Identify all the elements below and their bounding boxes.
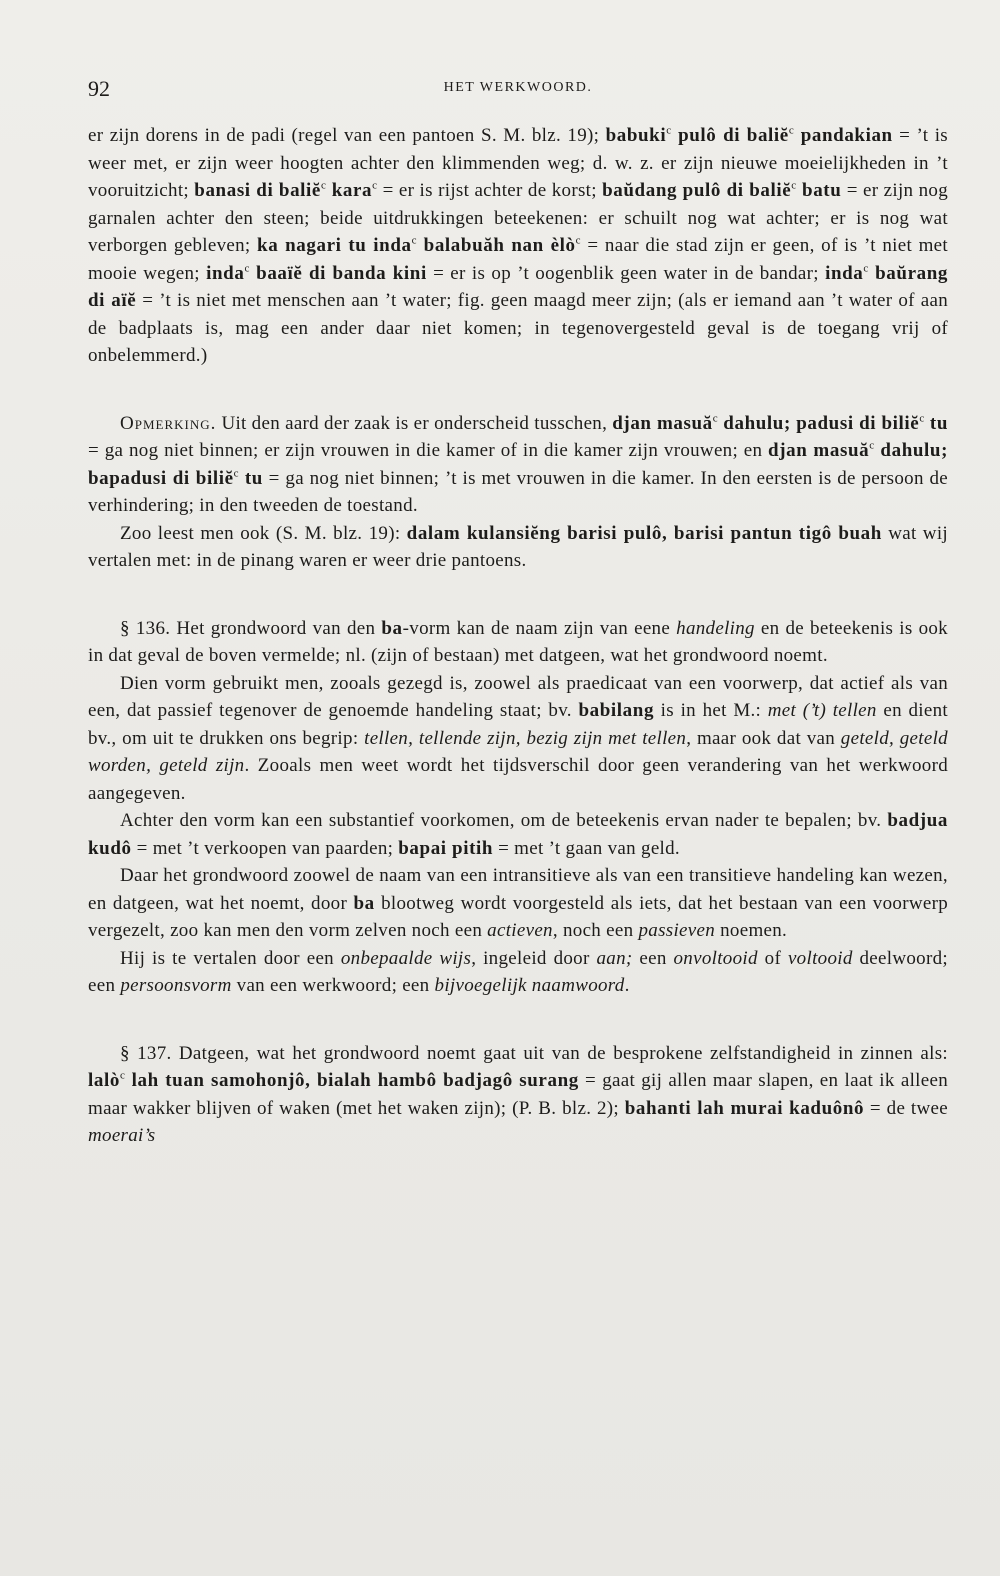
text-run: § 137. Datgeen, wat het grondwoord noemt gaat uit van de besprokene zelfstandigheid in zinnen als: [120,1042,948,1064]
superscript-mark: c [320,179,327,192]
superscript-mark: c [869,439,875,452]
malay-term: tu [238,467,263,489]
malay-term: inda [825,262,864,284]
malay-term: babuki [605,125,667,146]
text-run: , noch een [552,920,639,941]
text-run: = gaat gij allen maar slapen, en laat ik alleen maar wakker blijven of waken (met het waken zijn); (P. B. blz. 2); [88,1070,948,1119]
italic-term: geteld, geteld worden, geteld zijn [88,727,948,776]
malay-term: kara [326,180,373,201]
page-header [88,76,948,100]
malay-term: dalam kulansiĕng barisi pulô, barisi pantun tigô buah [406,522,882,544]
superscript-mark: c [575,234,581,247]
text-run: noemen. [715,920,788,941]
superscript-mark: c [411,234,417,247]
paragraph [88,670,948,808]
superscript-mark: c [919,412,925,425]
malay-term: bapai pitih [398,837,494,859]
paragraph [88,862,948,945]
italic-term: onbepaalde wijs [340,947,472,969]
malay-term: dahulu; bapadusi di biliĕ [88,440,948,489]
text-run: = de twee [864,1097,948,1119]
italic-term: persoonsvorm [120,975,232,996]
superscript-mark: c [666,124,672,137]
text-run: = er is rijst achter de korst; [377,180,603,201]
malay-term: ka nagari tu inda [257,235,412,256]
malay-term: pulô di baliĕ [671,125,789,146]
paragraph [88,807,948,862]
text-run: Hij is te vertalen door een [120,947,341,969]
text-run: , ingeleid door [471,947,597,969]
superscript-mark: c [233,467,239,480]
text-run: = ’t is weer met, er zijn weer hoogten achter den klimmenden weg; d. w. z. er zijn nieuwe moeielijkheden in ’t vooruitzicht; [88,125,948,201]
text-run: = naar die stad zijn er geen, of is ’t niet met mooie wegen; [88,235,948,284]
paragraph [88,410,948,520]
text-run: deelwoord; een [88,947,948,996]
body-text [88,122,948,1150]
malay-term: baŭrang di aïĕ [88,262,948,311]
malay-term: badjua kudô [88,810,948,859]
running-title: HET WERKWOORD. [443,80,593,95]
text-run: Daar het grondwoord zoowel de naam van een intransitieve als van een transitieve handeling kan wezen, en datgeen, wat het noemt, door [88,865,948,914]
superscript-mark: c [863,262,869,275]
text-run: Uit den aard der zaak is er onderscheid tusschen, [216,412,613,434]
malay-term: lah tuan samohonjô, bialah hambô badjagô surang [125,1070,579,1091]
text-run: Zoo leest men ook (S. M. blz. 19): [120,522,407,544]
superscript-mark: c [244,262,250,275]
italic-term: passieven [638,920,716,941]
text-run: van een werkwoord; een [231,975,435,996]
malay-term: babilang [578,700,655,721]
text-run: -vorm kan de naam zijn van eene [402,617,677,639]
paragraph [88,1040,948,1150]
malay-term: baŭdang pulô di baliĕ [602,180,792,201]
superscript-mark: c [119,1069,126,1082]
malay-term: bahanti lah murai kaduônô [624,1097,865,1119]
text-run: Dien vorm gebruikt men, zooals gezegd is, zoowel als praedicaat van een voorwerp, dat actief als van een, dat passief tegenover de genoemde handeling staat; bv. [88,672,948,721]
text-run: en de beteekenis is ook in dat geval de boven vermelde; nl. (zijn of bestaan) met datgeen, wat het grondwoord noemt. [88,617,948,666]
text-run: = ga nog niet binnen; ’t is met vrouwen in die kamer. In den eersten is de persoon de verhindering; in den tweeden de toestand. [88,467,948,516]
italic-term: bijvoegelijk naamwoord [434,975,625,996]
superscript-mark: c [372,179,378,192]
paragraph [88,945,948,1000]
text-run: Achter den vorm kan een substantief voorkomen, om de beteekenis ervan nader te bepalen; bv. [120,810,888,831]
malay-term: djan masuă [612,412,713,434]
text-run: is in het M.: [654,700,768,721]
superscript-mark: c [788,124,795,137]
malay-term: pandakian [794,125,893,146]
text-run: . Zooals men weet wordt het tijdsverschil door geen verandering van het werkwoord aangegeven. [88,755,948,804]
text-run: = met ’t gaan van geld. [493,837,680,859]
paragraph [88,615,948,670]
text-run: blootweg wordt voorgesteld als iets, dat het bestaan van een voorwerp vergezelt, zoo kan men den vorm zelven noch een [88,892,948,941]
superscript-mark: c [791,179,797,192]
text-run: of [757,947,788,969]
malay-term: banasi di baliĕ [194,180,321,201]
italic-term: tellen, tellende zijn, bezig zijn met tellen [364,727,687,749]
malay-term: balabuăh nan èlò [416,235,576,256]
italic-term: voltooid [787,947,853,969]
text-run: . [624,975,630,996]
malay-term: djan masuă [768,440,870,461]
malay-term: ba [381,617,403,639]
text-run: wat wij vertalen met: in de pinang waren er weer drie pantoens. [88,522,948,571]
text-run: een [632,947,674,969]
text-run: = met ’t verkoopen van paarden; [131,837,399,859]
italic-term: met (’t) tellen [767,700,877,721]
page-number: 92 [88,76,110,101]
text-run: en dient bv., om uit te drukken ons begrip: [88,700,948,749]
text-run: = er is op ’t oogenblik geen water in de bandar; [426,262,826,284]
text-run: § 136. Het grondwoord van den [120,617,382,639]
italic-term: handeling [676,617,755,639]
italic-term: moerai’s [88,1125,156,1146]
paragraph [88,520,948,575]
italic-term: onvoltooid [673,947,758,969]
section-label: Opmerking. [120,412,217,434]
paragraph [88,122,948,370]
malay-term: dahulu; padusi di biliĕ [717,412,920,434]
malay-term: tu [924,412,948,434]
text-run: er zijn dorens in de padi (regel van een pantoen S. M. blz. 19); [88,125,606,146]
text-run: = ga nog niet binnen; er zijn vrouwen in die kamer of in die kamer zijn vrouwen; en [88,440,769,461]
malay-term: baaïĕ di banda kini [249,262,427,284]
italic-term: actieven [487,920,553,941]
italic-term: aan; [596,947,633,969]
text-run: , maar ook dat van [686,727,841,749]
text-run: = ’t is niet met menschen aan ’t water; fig. geen maagd meer zijn; (als er iemand aan ’t water of aan de badplaats is, mag een ander daar niet komen; in tegenovergesteld geval is de toegang vrij of onbelemmerd.) [88,290,948,366]
malay-term: batu [796,180,842,201]
text-run: = er zijn nog garnalen achter den steen; beide uitdrukkingen beteekenen: er schuilt nog wat achter; er is nog wat verborgen gebleven; [88,180,949,256]
superscript-mark: c [712,412,718,425]
malay-term: lalò [88,1070,120,1091]
malay-term: ba [353,892,375,914]
malay-term: inda [206,262,245,284]
